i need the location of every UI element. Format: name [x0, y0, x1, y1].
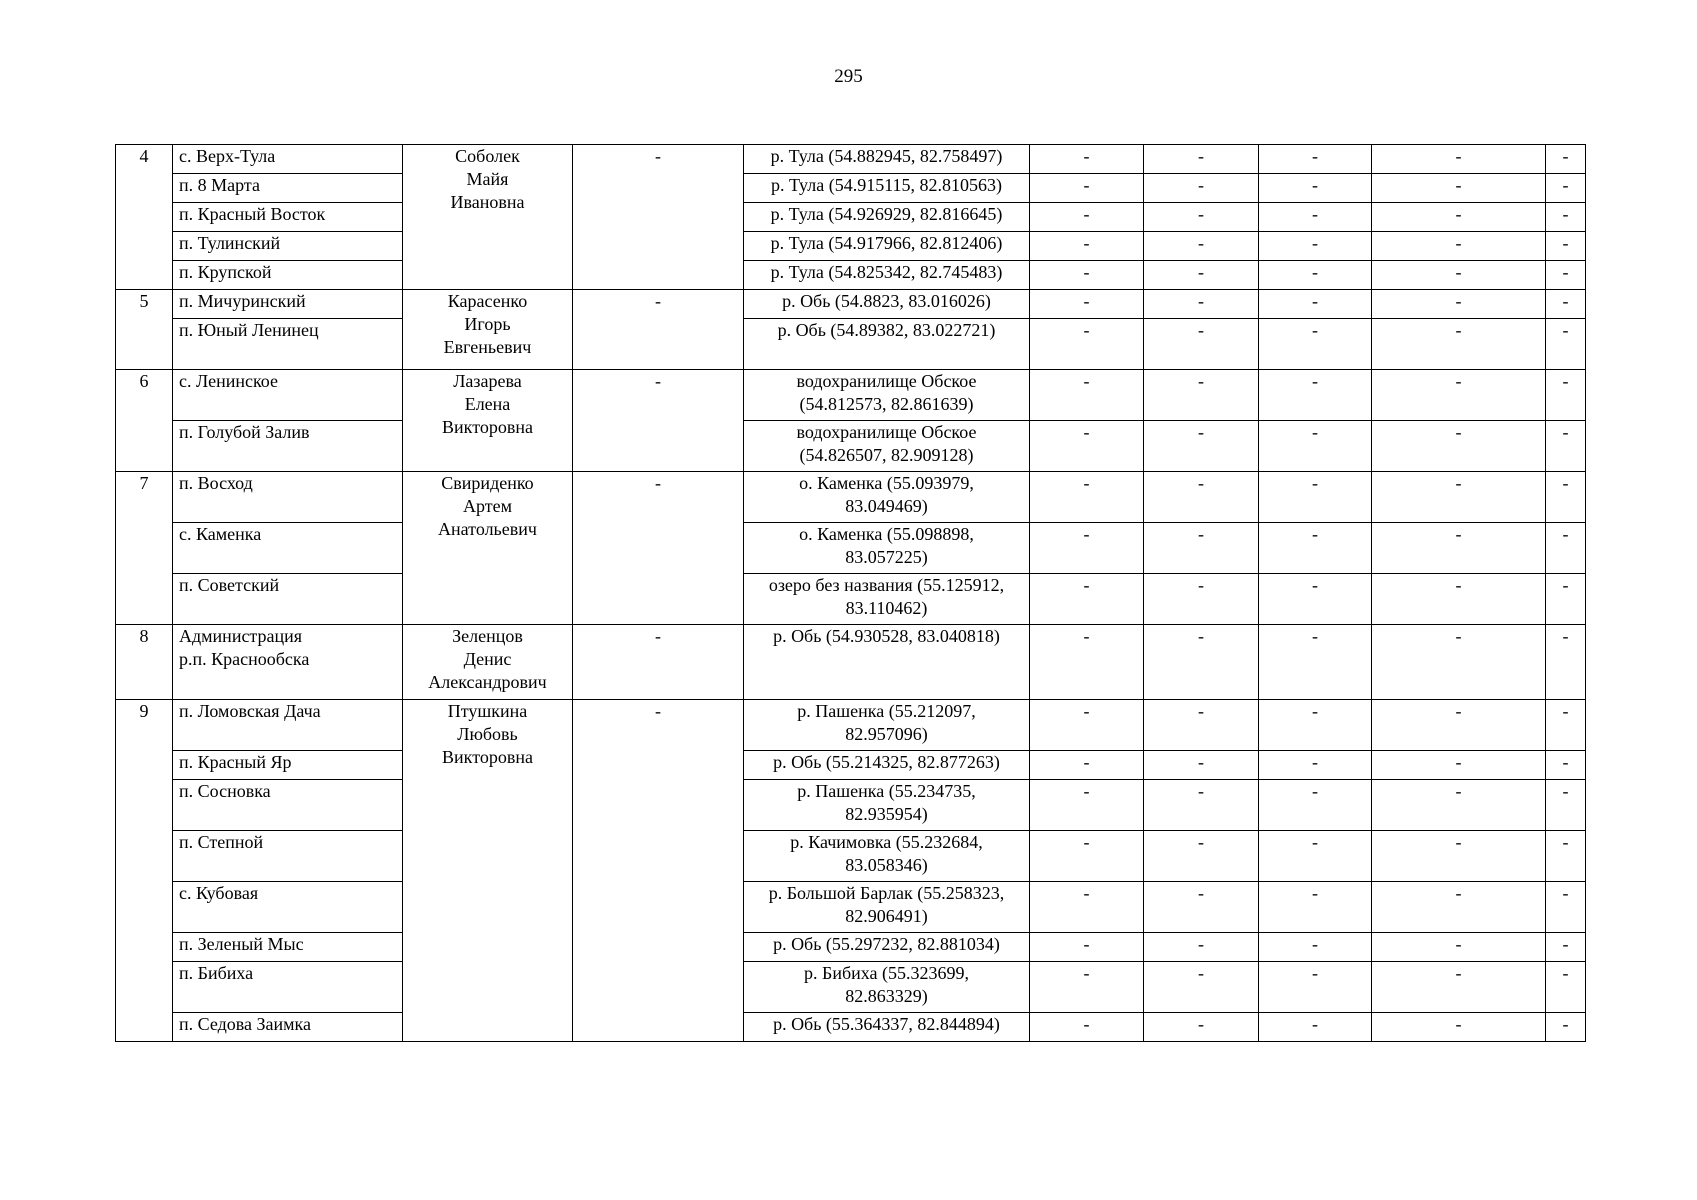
dash-cell: -: [1372, 472, 1546, 523]
dash-cell: -: [1546, 1013, 1586, 1042]
dash-cell: -: [1259, 232, 1372, 261]
dash-cell: -: [1144, 625, 1259, 700]
dash-cell: -: [1372, 174, 1546, 203]
page-number: 295: [834, 66, 863, 87]
settlement-cell: п. Красный Восток: [173, 203, 403, 232]
settlement-cell: п. Восход: [173, 472, 403, 523]
dash-cell: -: [1259, 319, 1372, 370]
settlement-cell: п. Седова Заимка: [173, 1013, 403, 1042]
settlement-cell: п. Степной: [173, 831, 403, 882]
dash-cell: -: [1546, 319, 1586, 370]
water-source-cell: р. Качимовка (55.232684, 83.058346): [744, 831, 1030, 882]
table-row: [116, 700, 1586, 751]
dash-cell: -: [1144, 472, 1259, 523]
dash-cell: -: [1030, 882, 1144, 933]
responsible-person-cell: Лазарева Елена Викторовна: [403, 370, 573, 472]
dash-cell: -: [573, 290, 744, 370]
responsible-person-cell: Птушкина Любовь Викторовна: [403, 700, 573, 1042]
dash-cell: -: [1546, 261, 1586, 290]
dash-cell: -: [1546, 421, 1586, 472]
table-row: [116, 831, 1586, 882]
dash-cell: -: [1259, 831, 1372, 882]
dash-cell: -: [1144, 290, 1259, 319]
dash-cell: -: [1030, 751, 1144, 780]
row-number: 8: [116, 625, 173, 700]
dash-cell: -: [1372, 290, 1546, 319]
water-source-cell: р. Тула (54.915115, 82.810563): [744, 174, 1030, 203]
dash-cell: -: [1144, 574, 1259, 625]
dash-cell: -: [1144, 523, 1259, 574]
dash-cell: -: [1546, 203, 1586, 232]
table-row: [116, 1013, 1586, 1042]
table-row: [116, 203, 1586, 232]
dash-cell: -: [1372, 523, 1546, 574]
table-row: [116, 319, 1586, 370]
table-row: [116, 290, 1586, 319]
water-sources-table: [115, 144, 1586, 1042]
dash-cell: -: [1144, 780, 1259, 831]
dash-cell: -: [1030, 700, 1144, 751]
dash-cell: -: [1372, 574, 1546, 625]
dash-cell: -: [1030, 625, 1144, 700]
row-number: 4: [116, 145, 173, 290]
dash-cell: -: [1372, 625, 1546, 700]
dash-cell: -: [573, 145, 744, 290]
row-number: 9: [116, 700, 173, 1042]
water-source-cell: о. Каменка (55.093979, 83.049469): [744, 472, 1030, 523]
dash-cell: -: [1144, 751, 1259, 780]
dash-cell: -: [1372, 962, 1546, 1013]
dash-cell: -: [1372, 145, 1546, 174]
table-row: [116, 523, 1586, 574]
dash-cell: -: [1546, 145, 1586, 174]
dash-cell: -: [1372, 882, 1546, 933]
dash-cell: -: [1144, 203, 1259, 232]
settlement-cell: п. Зеленый Мыс: [173, 933, 403, 962]
dash-cell: -: [1372, 370, 1546, 421]
dash-cell: -: [1259, 203, 1372, 232]
dash-cell: -: [1030, 962, 1144, 1013]
dash-cell: -: [1259, 751, 1372, 780]
water-source-cell: водохранилище Обское (54.812573, 82.861639): [744, 370, 1030, 421]
settlement-cell: с. Кубовая: [173, 882, 403, 933]
settlement-cell: п. Крупской: [173, 261, 403, 290]
dash-cell: -: [1030, 145, 1144, 174]
table-row: [116, 933, 1586, 962]
dash-cell: -: [1259, 145, 1372, 174]
responsible-person-cell: Соболек Майя Ивановна: [403, 145, 573, 290]
settlement-cell: п. Мичуринский: [173, 290, 403, 319]
dash-cell: -: [1259, 370, 1372, 421]
dash-cell: -: [1546, 751, 1586, 780]
dash-cell: -: [1030, 831, 1144, 882]
responsible-person-cell: Свириденко Артем Анатольевич: [403, 472, 573, 625]
dash-cell: -: [1259, 290, 1372, 319]
water-source-cell: р. Тула (54.917966, 82.812406): [744, 232, 1030, 261]
dash-cell: -: [1546, 232, 1586, 261]
dash-cell: -: [1144, 831, 1259, 882]
table-row: [116, 780, 1586, 831]
table-row: [116, 145, 1586, 174]
water-source-cell: р. Обь (55.364337, 82.844894): [744, 1013, 1030, 1042]
dash-cell: -: [1259, 523, 1372, 574]
dash-cell: -: [1546, 700, 1586, 751]
dash-cell: -: [1546, 780, 1586, 831]
dash-cell: -: [1144, 232, 1259, 261]
settlement-cell: Администрация р.п. Краснообска: [173, 625, 403, 700]
water-source-cell: р. Пашенка (55.234735, 82.935954): [744, 780, 1030, 831]
dash-cell: -: [1030, 421, 1144, 472]
settlement-cell: с. Ленинское: [173, 370, 403, 421]
dash-cell: -: [573, 700, 744, 1042]
dash-cell: -: [1030, 203, 1144, 232]
dash-cell: -: [1259, 174, 1372, 203]
dash-cell: -: [1259, 700, 1372, 751]
dash-cell: -: [1372, 780, 1546, 831]
dash-cell: -: [1259, 574, 1372, 625]
dash-cell: -: [1546, 290, 1586, 319]
water-source-cell: р. Обь (54.8823, 83.016026): [744, 290, 1030, 319]
dash-cell: -: [1259, 421, 1372, 472]
table-row: [116, 472, 1586, 523]
dash-cell: -: [1144, 962, 1259, 1013]
settlement-cell: п. Бибиха: [173, 962, 403, 1013]
dash-cell: -: [1144, 145, 1259, 174]
dash-cell: -: [1030, 261, 1144, 290]
dash-cell: -: [1546, 574, 1586, 625]
dash-cell: -: [1144, 700, 1259, 751]
dash-cell: -: [1259, 261, 1372, 290]
water-source-cell: р. Тула (54.882945, 82.758497): [744, 145, 1030, 174]
settlement-cell: п. Советский: [173, 574, 403, 625]
settlement-cell: с. Верх-Тула: [173, 145, 403, 174]
dash-cell: -: [1259, 625, 1372, 700]
dash-cell: -: [1030, 933, 1144, 962]
row-number: 7: [116, 472, 173, 625]
dash-cell: -: [1259, 882, 1372, 933]
dash-cell: -: [1144, 421, 1259, 472]
dash-cell: -: [1546, 370, 1586, 421]
dash-cell: -: [1144, 319, 1259, 370]
dash-cell: -: [1546, 174, 1586, 203]
dash-cell: -: [1372, 421, 1546, 472]
dash-cell: -: [1030, 780, 1144, 831]
dash-cell: -: [1030, 370, 1144, 421]
dash-cell: -: [1372, 831, 1546, 882]
dash-cell: -: [1259, 933, 1372, 962]
water-source-cell: р. Обь (55.297232, 82.881034): [744, 933, 1030, 962]
dash-cell: -: [1372, 232, 1546, 261]
water-source-cell: водохранилище Обское (54.826507, 82.909128): [744, 421, 1030, 472]
dash-cell: -: [1030, 523, 1144, 574]
settlement-cell: п. 8 Марта: [173, 174, 403, 203]
dash-cell: -: [1372, 203, 1546, 232]
settlement-cell: п. Голубой Залив: [173, 421, 403, 472]
dash-cell: -: [1030, 574, 1144, 625]
water-source-cell: р. Обь (55.214325, 82.877263): [744, 751, 1030, 780]
dash-cell: -: [1372, 1013, 1546, 1042]
dash-cell: -: [1372, 751, 1546, 780]
dash-cell: -: [1546, 523, 1586, 574]
dash-cell: -: [1259, 780, 1372, 831]
settlement-cell: с. Каменка: [173, 523, 403, 574]
dash-cell: -: [573, 625, 744, 700]
settlement-cell: п. Сосновка: [173, 780, 403, 831]
dash-cell: -: [1372, 933, 1546, 962]
dash-cell: -: [1030, 174, 1144, 203]
table-row: [116, 261, 1586, 290]
dash-cell: -: [1144, 1013, 1259, 1042]
table-row: [116, 174, 1586, 203]
settlement-cell: п. Тулинский: [173, 232, 403, 261]
table-row: [116, 370, 1586, 421]
dash-cell: -: [1259, 472, 1372, 523]
dash-cell: -: [1546, 831, 1586, 882]
table-row: [116, 625, 1586, 700]
settlement-cell: п. Юный Ленинец: [173, 319, 403, 370]
water-source-cell: р. Бибиха (55.323699, 82.863329): [744, 962, 1030, 1013]
dash-cell: -: [1259, 962, 1372, 1013]
dash-cell: -: [1546, 962, 1586, 1013]
table-row: [116, 751, 1586, 780]
dash-cell: -: [1144, 882, 1259, 933]
dash-cell: -: [1546, 472, 1586, 523]
row-number: 5: [116, 290, 173, 370]
water-source-cell: озеро без названия (55.125912, 83.110462): [744, 574, 1030, 625]
dash-cell: -: [1372, 261, 1546, 290]
dash-cell: -: [1144, 370, 1259, 421]
water-source-cell: р. Пашенка (55.212097, 82.957096): [744, 700, 1030, 751]
water-source-cell: р. Обь (54.930528, 83.040818): [744, 625, 1030, 700]
dash-cell: -: [1030, 1013, 1144, 1042]
settlement-cell: п. Ломовская Дача: [173, 700, 403, 751]
dash-cell: -: [1030, 290, 1144, 319]
water-source-cell: о. Каменка (55.098898, 83.057225): [744, 523, 1030, 574]
responsible-person-cell: Зеленцов Денис Александрович: [403, 625, 573, 700]
table-row: [116, 232, 1586, 261]
settlement-cell: п. Красный Яр: [173, 751, 403, 780]
table-row: [116, 574, 1586, 625]
table-row: [116, 882, 1586, 933]
dash-cell: -: [1546, 625, 1586, 700]
dash-cell: -: [1372, 319, 1546, 370]
water-source-cell: р. Тула (54.926929, 82.816645): [744, 203, 1030, 232]
dash-cell: -: [1030, 472, 1144, 523]
row-number: 6: [116, 370, 173, 472]
dash-cell: -: [1144, 261, 1259, 290]
water-source-cell: р. Обь (54.89382, 83.022721): [744, 319, 1030, 370]
dash-cell: -: [1030, 232, 1144, 261]
dash-cell: -: [1546, 882, 1586, 933]
dash-cell: -: [1144, 174, 1259, 203]
dash-cell: -: [1372, 700, 1546, 751]
dash-cell: -: [573, 370, 744, 472]
water-source-cell: р. Тула (54.825342, 82.745483): [744, 261, 1030, 290]
dash-cell: -: [1030, 319, 1144, 370]
dash-cell: -: [1546, 933, 1586, 962]
dash-cell: -: [573, 472, 744, 625]
responsible-person-cell: Карасенко Игорь Евгеньевич: [403, 290, 573, 370]
dash-cell: -: [1144, 933, 1259, 962]
table-row: [116, 962, 1586, 1013]
table-row: [116, 421, 1586, 472]
dash-cell: -: [1259, 1013, 1372, 1042]
water-source-cell: р. Большой Барлак (55.258323, 82.906491): [744, 882, 1030, 933]
